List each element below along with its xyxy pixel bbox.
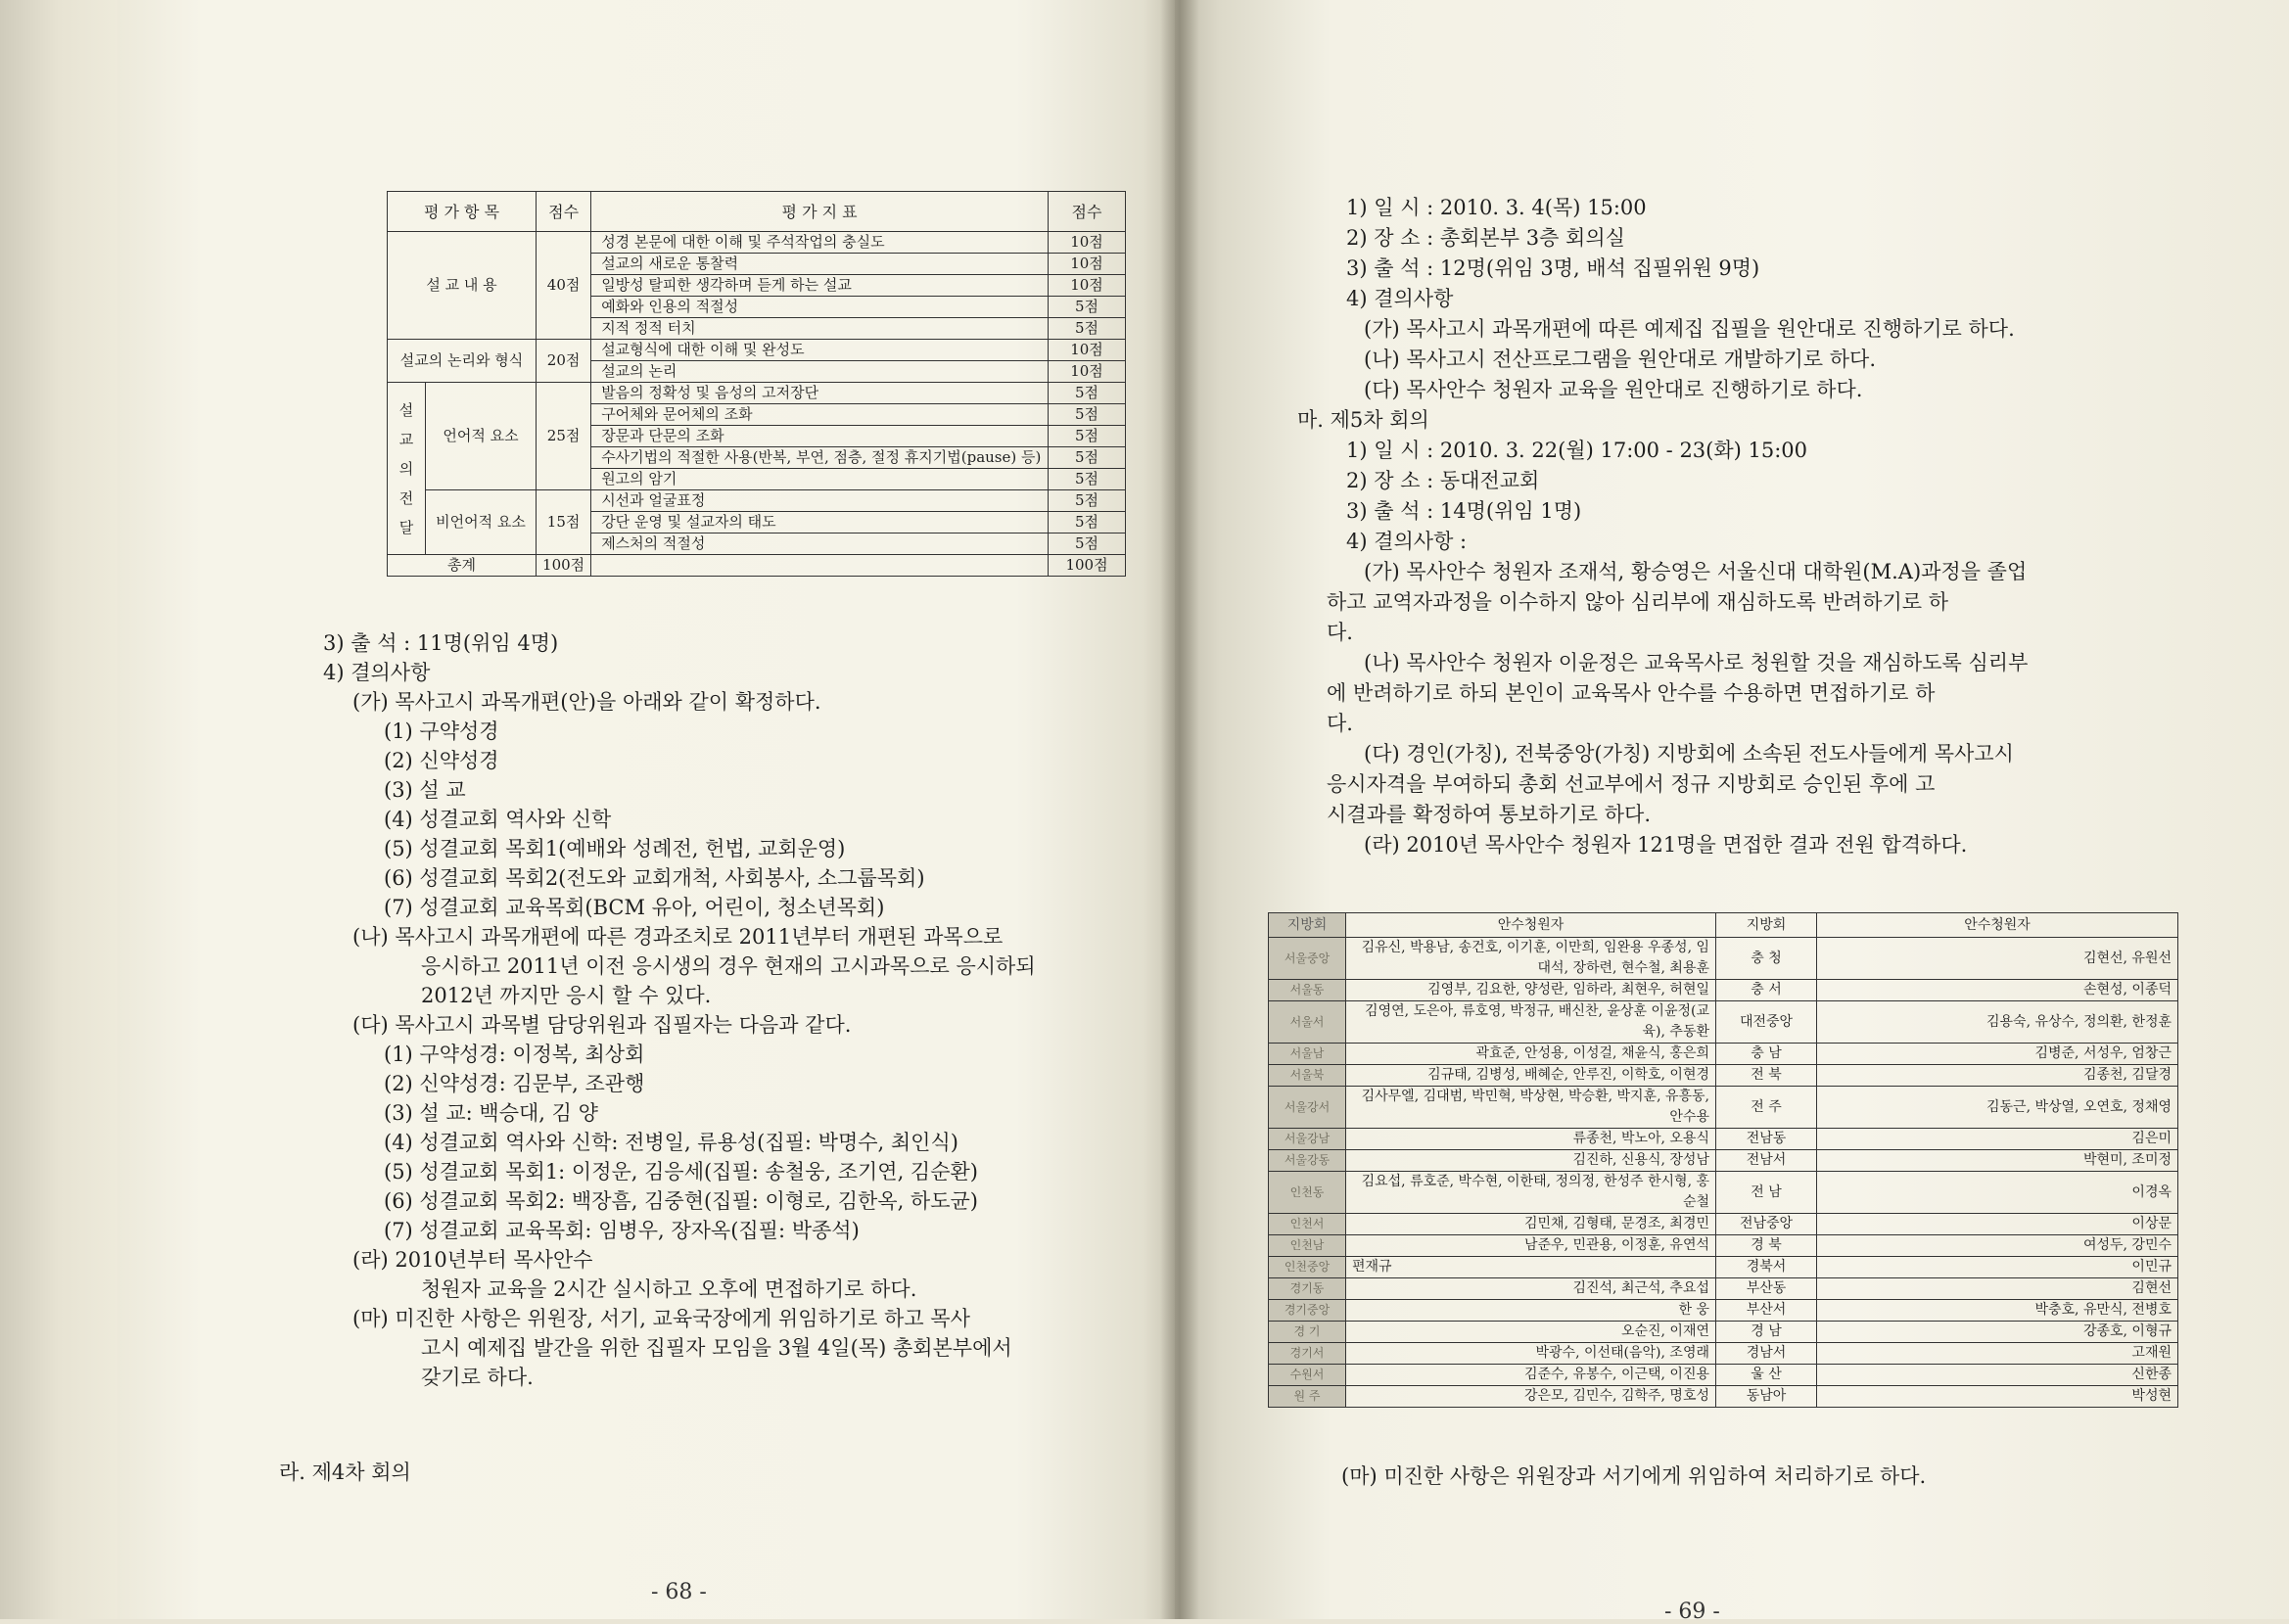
- eval-subcategory-score: 15점: [537, 490, 591, 555]
- eval-indicator: 강단 운영 및 설교자의 태도: [591, 512, 1049, 534]
- council-name: 서울강남: [1269, 1129, 1346, 1150]
- table-row: [388, 383, 1126, 404]
- applicant-names: 김은미: [1817, 1129, 2178, 1150]
- eval-indicator: 구어체와 문어체의 조화: [591, 404, 1049, 426]
- applicant-names: 곽효준, 안성용, 이성걸, 채윤식, 홍은희: [1346, 1044, 1716, 1065]
- applicant-names: 오순진, 이재연: [1346, 1322, 1716, 1343]
- eval-indicator-score: 5점: [1049, 512, 1126, 534]
- eval-indicator-score: 10점: [1049, 340, 1126, 361]
- text-line: (5) 성결교회 목회1: 이정운, 김응세(집필: 송철웅, 조기연, 김순환): [384, 1160, 978, 1183]
- text-line: 고시 예제집 발간을 위한 집필자 모임을 3월 4일(목) 총회본부에서: [421, 1336, 1012, 1360]
- section-heading: 라. 제4차 회의: [279, 1461, 411, 1484]
- table-row: [1269, 1343, 2178, 1365]
- eval-indicator: 수사기법의 적절한 사용(반복, 부연, 점층, 절정 휴지기법(pause) 등): [591, 447, 1049, 469]
- text-line: 2) 장 소 : 동대전교회: [1346, 469, 1540, 492]
- table-header-row: [388, 192, 1126, 232]
- eval-indicator-score: 10점: [1049, 361, 1126, 383]
- council-name: 서울중앙: [1269, 938, 1346, 980]
- applicant-names: 남준우, 민관용, 이정훈, 유연석: [1346, 1235, 1716, 1257]
- text-line: (7) 성결교회 교육목회: 임병우, 장자옥(집필: 박종석): [384, 1219, 860, 1242]
- text-line: (가) 목사안수 청원자 조재석, 황승영은 서울신대 대학원(M.A)과정을 졸업: [1364, 560, 2028, 583]
- eval-indicator-score: 10점: [1049, 275, 1126, 297]
- book-gutter: [1160, 0, 1199, 1619]
- eval-indicator-score: 10점: [1049, 254, 1126, 275]
- eval-indicator-score: 5점: [1049, 404, 1126, 426]
- council-name: 충 서: [1716, 980, 1817, 1001]
- header-indicator: 평 가 지 표: [591, 192, 1049, 232]
- header-council2: 지방회: [1716, 913, 1817, 938]
- applicant-names: 이상문: [1817, 1214, 2178, 1235]
- eval-subcategory: 비언어적 요소: [426, 490, 537, 555]
- applicant-names: 이민규: [1817, 1257, 2178, 1278]
- text-line: (다) 목사고시 과목별 담당위원과 집필자는 다음과 같다.: [352, 1013, 852, 1037]
- eval-delivery-label: 설 교 의 전 달: [388, 383, 426, 555]
- eval-total-score: 100점: [537, 555, 591, 577]
- eval-indicator: 일방성 탈피한 생각하며 듣게 하는 설교: [591, 275, 1049, 297]
- text-line: 3) 출 석 : 14명(위임 1명): [1346, 499, 1582, 523]
- header-score2: 점수: [1049, 192, 1126, 232]
- text-line: (라) 2010년 목사안수 청원자 121명을 면접한 결과 전원 합격하다.: [1364, 833, 1968, 857]
- table-row: [1269, 1044, 2178, 1065]
- right-body-text: [1297, 194, 2139, 861]
- council-name: 전 주: [1716, 1087, 1817, 1129]
- text-line: (1) 구약성경: [384, 719, 499, 743]
- council-name: 동남아: [1716, 1386, 1817, 1408]
- text-line: 2) 장 소 : 총회본부 3층 회의실: [1346, 226, 1625, 250]
- eval-indicator-score: 5점: [1049, 426, 1126, 447]
- section-heading: 마. 제5차 회의: [1297, 408, 1429, 432]
- text-line: 시결과를 확정하여 통보하기로 하다.: [1327, 803, 1651, 826]
- council-name: 경기서: [1269, 1343, 1346, 1365]
- council-name: 서울남: [1269, 1044, 1346, 1065]
- eval-indicator-score: 5점: [1049, 383, 1126, 404]
- council-name: 경 남: [1716, 1322, 1817, 1343]
- applicant-names: 김동근, 박상열, 오연호, 정채영: [1817, 1087, 2178, 1129]
- applicant-names: 편재규: [1346, 1257, 1716, 1278]
- applicant-names: 김요섭, 류호준, 박수현, 이한태, 정의정, 한성주 한시형, 홍순철: [1346, 1172, 1716, 1214]
- applicant-names: 김현선: [1817, 1278, 2178, 1300]
- header-score: 점수: [537, 192, 591, 232]
- council-name: 경남서: [1716, 1343, 1817, 1365]
- table-row: [1269, 1300, 2178, 1322]
- applicant-names: 손현성, 이종덕: [1817, 980, 2178, 1001]
- council-name: 부산동: [1716, 1278, 1817, 1300]
- council-name: 전남중앙: [1716, 1214, 1817, 1235]
- applicant-names: 김준수, 유봉수, 이근택, 이진용: [1346, 1365, 1716, 1386]
- eval-indicator-score: 5점: [1049, 469, 1126, 490]
- applicant-names: 김영연, 도은아, 류호영, 박정규, 배신찬, 윤상훈 이윤정(교육), 추동환: [1346, 1001, 1716, 1044]
- header-council: 지방회: [1269, 913, 1346, 938]
- applicant-names: 김유신, 박용남, 송건호, 이기훈, 이만희, 임완용 우종성, 임대석, 장하련, 현수철, 최용훈: [1346, 938, 1716, 980]
- text-line: 다.: [1327, 621, 1353, 644]
- eval-category: 설교의 논리와 형식: [388, 340, 537, 383]
- text-line: (6) 성결교회 목회2(전도와 교회개척, 사회봉사, 소그룹목회): [384, 866, 925, 890]
- council-name: 서울서: [1269, 1001, 1346, 1044]
- applicant-names: 박현미, 조미정: [1817, 1150, 2178, 1172]
- applicant-names: 김진석, 최근석, 추요섭: [1346, 1278, 1716, 1300]
- table-row: [1269, 1129, 2178, 1150]
- council-name: 수원서: [1269, 1365, 1346, 1386]
- text-line: 2012년 까지만 응시 할 수 있다.: [421, 984, 712, 1007]
- header-item: 평 가 항 목: [388, 192, 537, 232]
- text-line: 다.: [1327, 712, 1353, 735]
- text-line: 4) 결의사항: [323, 661, 431, 684]
- text-line: (나) 목사고시 전산프로그램을 원안대로 개발하기로 하다.: [1364, 348, 1877, 371]
- eval-indicator: 지적 정적 터치: [591, 318, 1049, 340]
- applicant-names: 류종천, 박노아, 오용식: [1346, 1129, 1716, 1150]
- table-row: [1269, 1172, 2178, 1214]
- eval-category-score: 20점: [537, 340, 591, 383]
- applicant-names: 여성두, 강민수: [1817, 1235, 2178, 1257]
- council-name: 전남서: [1716, 1150, 1817, 1172]
- page-number-left: - 68 -: [651, 1580, 707, 1604]
- applicant-names: 박성현: [1817, 1386, 2178, 1408]
- eval-subcategory: 언어적 요소: [426, 383, 537, 490]
- table-row: [1269, 980, 2178, 1001]
- table-row: [1269, 1235, 2178, 1257]
- council-name: 서울동: [1269, 980, 1346, 1001]
- eval-indicator: 설교형식에 대한 이해 및 완성도: [591, 340, 1049, 361]
- council-name: 인천서: [1269, 1214, 1346, 1235]
- eval-indicator: 발음의 정확성 및 음성의 고저장단: [591, 383, 1049, 404]
- council-name: 인천남: [1269, 1235, 1346, 1257]
- text-line: (2) 신약성경: [384, 749, 499, 772]
- council-name: 경기중앙: [1269, 1300, 1346, 1322]
- eval-category: 설 교 내 용: [388, 232, 537, 340]
- council-name: 충 남: [1716, 1044, 1817, 1065]
- table-row: [1269, 1150, 2178, 1172]
- evaluation-table: [387, 191, 1126, 577]
- eval-subcategory-score: 25점: [537, 383, 591, 490]
- text-line: (7) 성결교회 교육목회(BCM 유아, 어린이, 청소년목회): [384, 896, 885, 919]
- text-line: 응시하고 2011년 이전 응시생의 경우 현재의 고시과목으로 응시하되: [421, 954, 1036, 978]
- council-name: 서울북: [1269, 1065, 1346, 1087]
- eval-indicator: 예화와 인용의 적절성: [591, 297, 1049, 318]
- applicant-names: 김현선, 유원선: [1817, 938, 2178, 980]
- text-line: 청원자 교육을 2시간 실시하고 오후에 면접하기로 하다.: [421, 1277, 917, 1301]
- table-row: [1269, 1001, 2178, 1044]
- eval-indicator: 성경 본문에 대한 이해 및 주석작업의 충실도: [591, 232, 1049, 254]
- eval-indicator-score: 5점: [1049, 318, 1126, 340]
- eval-indicator: 장문과 단문의 조화: [591, 426, 1049, 447]
- eval-category-score: 40점: [537, 232, 591, 340]
- applicant-names: 박충호, 유만식, 전병호: [1817, 1300, 2178, 1322]
- applicant-names: 고재원: [1817, 1343, 2178, 1365]
- table-row: [1269, 938, 2178, 980]
- text-line: (3) 설 교: 백승대, 김 양: [384, 1101, 598, 1125]
- eval-indicator-score: 5점: [1049, 534, 1126, 555]
- applicant-names: 김병준, 서성우, 엄창근: [1817, 1044, 2178, 1065]
- text-line: (다) 목사안수 청원자 교육을 원안대로 진행하기로 하다.: [1364, 378, 1863, 401]
- council-name: 경 북: [1716, 1235, 1817, 1257]
- header-applicants2: 안수청원자: [1817, 913, 2178, 938]
- header-applicants: 안수청원자: [1346, 913, 1716, 938]
- table-row: [1269, 1322, 2178, 1343]
- table-row: [1269, 1257, 2178, 1278]
- text-line: 1) 일 시 : 2010. 3. 4(목) 15:00: [1346, 196, 1647, 219]
- left-body-text: [323, 629, 1155, 1393]
- table-row: [1269, 1065, 2178, 1087]
- applicant-names: 강종호, 이형규: [1817, 1322, 2178, 1343]
- applicant-names: 김종천, 김달경: [1817, 1065, 2178, 1087]
- council-name: 충 청: [1716, 938, 1817, 980]
- council-name: 전남동: [1716, 1129, 1817, 1150]
- table-header-row: [1269, 913, 2178, 938]
- text-line: 응시자격을 부여하되 총회 선교부에서 정규 지방회로 승인된 후에 고: [1327, 772, 1936, 796]
- applicant-names: 한 웅: [1346, 1300, 1716, 1322]
- table-row: [1269, 1278, 2178, 1300]
- applicant-names: 신한종: [1817, 1365, 2178, 1386]
- eval-indicator: 원고의 암기: [591, 469, 1049, 490]
- text-line: 갖기로 하다.: [421, 1366, 534, 1389]
- text-line: (3) 설 교: [384, 778, 466, 802]
- applicant-names: 이경옥: [1817, 1172, 2178, 1214]
- text-line: 4) 결의사항 :: [1346, 530, 1468, 553]
- eval-indicator: 시선과 얼굴표정: [591, 490, 1049, 512]
- applicant-names: 김민채, 김형태, 문경조, 최경민: [1346, 1214, 1716, 1235]
- eval-total-label: 총계: [388, 555, 537, 577]
- applicant-names: 김사무엘, 김대범, 박민혁, 박상현, 박승환, 박지훈, 유흥동, 안수용: [1346, 1087, 1716, 1129]
- council-name: 울 산: [1716, 1365, 1817, 1386]
- table-row: [388, 340, 1126, 361]
- eval-indicator: 제스처의 적절성: [591, 534, 1049, 555]
- text-line: 4) 결의사항: [1346, 287, 1454, 310]
- text-line: 에 반려하기로 하되 본인이 교육목사 안수를 수용하면 면접하기로 하: [1327, 681, 1936, 705]
- eval-indicator-score: 5점: [1049, 490, 1126, 512]
- table-row: [1269, 1214, 2178, 1235]
- applicant-names: 김영부, 김요한, 양성란, 임하라, 최현우, 허현일: [1346, 980, 1716, 1001]
- eval-indicator-score: 5점: [1049, 447, 1126, 469]
- council-name: 경기동: [1269, 1278, 1346, 1300]
- eval-indicator-score: 10점: [1049, 232, 1126, 254]
- council-table: [1268, 912, 2178, 1408]
- text-line: (5) 성결교회 목회1(예배와 성례전, 헌법, 교회운영): [384, 837, 846, 860]
- text-line: (가) 목사고시 과목개편(안)을 아래와 같이 확정하다.: [352, 690, 821, 714]
- text-line: (4) 성결교회 역사와 신학: [384, 808, 612, 831]
- council-name: 대전중앙: [1716, 1001, 1817, 1044]
- text-line: (마) 미진한 사항은 위원장, 서기, 교육국장에게 위임하기로 하고 목사: [352, 1307, 970, 1330]
- council-name: 경 기: [1269, 1322, 1346, 1343]
- council-name: 서울강동: [1269, 1150, 1346, 1172]
- text-line: 3) 출 석 : 11명(위임 4명): [323, 631, 559, 655]
- table-row: [388, 232, 1126, 254]
- text-line: (가) 목사고시 과목개편에 따른 예제집 집필을 원안대로 진행하기로 하다.: [1364, 317, 2015, 341]
- council-name: 전 북: [1716, 1065, 1817, 1087]
- council-name: 인천동: [1269, 1172, 1346, 1214]
- council-name: 원 주: [1269, 1386, 1346, 1408]
- text-line: 1) 일 시 : 2010. 3. 22(월) 17:00 - 23(화) 15:00: [1346, 439, 1808, 462]
- text-line: (6) 성결교회 목회2: 백장흠, 김중현(집필: 이형로, 김한옥, 하도균): [384, 1189, 978, 1213]
- text-line: (라) 2010년부터 목사안수: [352, 1248, 593, 1272]
- page-number-right: - 69 -: [1664, 1600, 1720, 1624]
- eval-indicator-score: 5점: [1049, 297, 1126, 318]
- eval-indicator: 설교의 논리: [591, 361, 1049, 383]
- table-total-row: [388, 555, 1126, 577]
- council-name: 전 남: [1716, 1172, 1817, 1214]
- text-line: 하고 교역자과정을 이수하지 않아 심리부에 재심하도록 반려하기로 하: [1327, 590, 1949, 614]
- table-row: [1269, 1386, 2178, 1408]
- text-line: (나) 목사고시 과목개편에 따른 경과조치로 2011년부터 개편된 과목으로: [352, 925, 1004, 949]
- applicant-names: 김규태, 김병성, 배혜순, 안루진, 이학호, 이현경: [1346, 1065, 1716, 1087]
- text-line: 3) 출 석 : 12명(위임 3명, 배석 집필위원 9명): [1346, 256, 1760, 280]
- council-name: 인천중앙: [1269, 1257, 1346, 1278]
- council-name: 서울강서: [1269, 1087, 1346, 1129]
- text-line: (다) 경인(가칭), 전북중앙(가칭) 지방회에 소속된 전도사들에게 목사고시: [1364, 742, 2014, 766]
- text-line: (나) 목사안수 청원자 이윤정은 교육목사로 청원할 것을 재심하도록 심리부: [1364, 651, 2029, 674]
- applicant-names: 박광수, 이선태(음악), 조영래: [1346, 1343, 1716, 1365]
- eval-total-empty: [591, 555, 1049, 577]
- applicant-names: 김용숙, 유상수, 정의환, 한정훈: [1817, 1001, 2178, 1044]
- eval-indicator: 설교의 새로운 통찰력: [591, 254, 1049, 275]
- text-line: (4) 성결교회 역사와 신학: 전병일, 류용성(집필: 박명수, 최인식): [384, 1131, 958, 1154]
- table-row: [1269, 1365, 2178, 1386]
- table-row: [388, 490, 1126, 512]
- text-line: (2) 신약성경: 김문부, 조관행: [384, 1072, 645, 1095]
- eval-total-score2: 100점: [1049, 555, 1126, 577]
- table-row: [1269, 1087, 2178, 1129]
- applicant-names: 김진하, 신용식, 장성남: [1346, 1150, 1716, 1172]
- closing-line: (마) 미진한 사항은 위원장과 서기에게 위임하여 처리하기로 하다.: [1341, 1464, 1927, 1488]
- text-line: (1) 구약성경: 이정복, 최상회: [384, 1043, 645, 1066]
- council-name: 경북서: [1716, 1257, 1817, 1278]
- applicant-names: 강은모, 김민수, 김학주, 명호성: [1346, 1386, 1716, 1408]
- council-name: 부산서: [1716, 1300, 1817, 1322]
